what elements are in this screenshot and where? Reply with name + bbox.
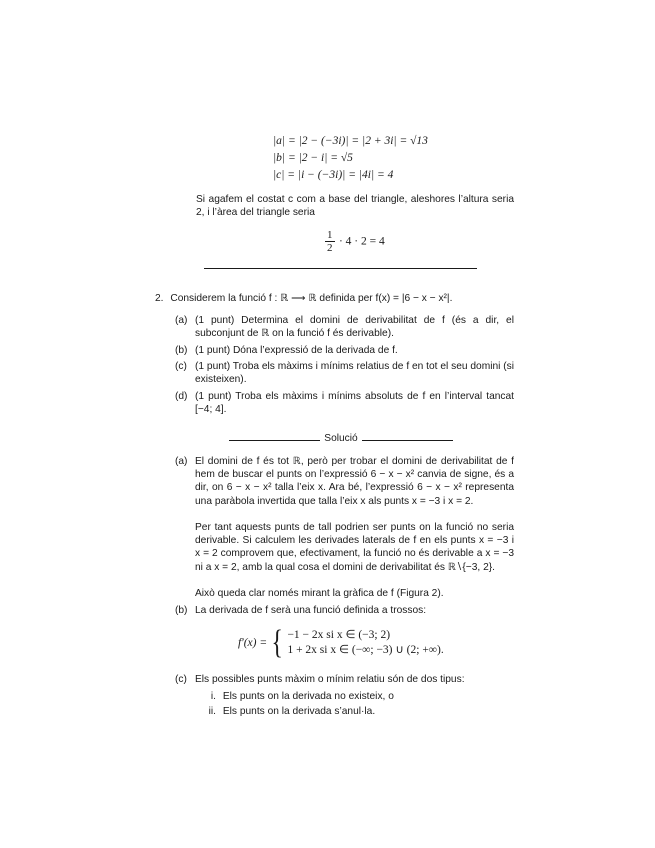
one-half-fraction — [325, 229, 335, 254]
section-divider — [204, 268, 477, 269]
area-paragraph: Si agafem el costat c com a base del triangle, aleshores l’altura seria 2, i l’àrea del triangle seria — [196, 194, 514, 219]
equation-a: |a| = |2 − (−3i)| = |2 + 3i| = √13 — [273, 135, 428, 147]
solution-c-text: Els possibles punts màxim o mínim relatiu són de dos tipus: — [195, 674, 465, 685]
equation-c: |c| = |i − (−3i)| = |4i| = 4 — [273, 169, 394, 181]
problem-text: Considerem la funció f : ℝ ⟶ ℝ definida per f(x) = |6 − x − x²|. — [170, 293, 453, 304]
item-text: (1 punt) Dóna l’expressió de la derivada de f. — [195, 345, 398, 356]
solution-title: Solució — [324, 433, 358, 444]
problem-statement — [155, 292, 515, 305]
solution-heading — [229, 432, 453, 445]
derivative-cases — [287, 628, 443, 658]
solution-a-paragraph-2: Per tant aquests punts de tall podrien ser punts on la funció no seria derivable. Si calculem les derivades laterals de f en els punts x = −3 i x = 2 comprovem que, efectivament, la funció no és derivable a x = −3 ni a x = 2, amb la qual cosa el domini de derivabilitat és ℝ∖{−3, 2}. — [195, 522, 514, 573]
solution-b-text: La derivada de f serà una funció definida a trossos: — [195, 605, 427, 616]
heading-rule-right — [362, 440, 453, 441]
item-label: (c) — [175, 361, 187, 372]
part-label: (a) — [175, 456, 188, 467]
solution-c-subitem-i — [202, 690, 502, 703]
subitem-text: Els punts on la derivada s’anul·la. — [222, 706, 376, 717]
derivative-piecewise — [238, 624, 444, 661]
subitem-text: Els punts on la derivada no existeix, o — [222, 691, 394, 702]
derivative-case-1: −1 − 2x si x ∈ (−3; 2) — [287, 629, 391, 641]
item-text: (1 punt) Troba els màxims i mínims absoluts de f en l’interval tancat [−4; 4]. — [195, 391, 514, 416]
area-formula-rest: · 4 · 2 = 4 — [338, 235, 385, 248]
subitem-label: i. — [210, 691, 216, 702]
solution-c-subitem-ii — [202, 705, 502, 718]
subitem-label: ii. — [208, 706, 216, 717]
derivative-case-2: 1 + 2x si x ∈ (−∞; −3) ∪ (2; +∞). — [287, 644, 444, 656]
item-label: (d) — [175, 391, 188, 402]
solution-a-paragraph-1: El domini de f és tot ℝ, però per trobar el domini de derivabilitat de f hem de buscar el punts on l’expressió 6 − x − x² canvia de signe, és a dir, on 6 − x − x² talla l’eix x. Ara bé, l’expressió 6 − x − x² representa una paràbola invertida que talla l’eix x als punts x = −3 i x = 2. — [195, 456, 514, 507]
fraction-numerator: 1 — [327, 229, 333, 241]
part-label: (b) — [175, 605, 188, 616]
derivative-lhs: f′(x) = — [238, 637, 268, 649]
item-text: (1 punt) Determina el domini de derivabilitat de f (és a dir, el subconjunt de ℝ on la funció f és derivable). — [195, 315, 514, 340]
left-brace: { — [271, 624, 283, 661]
item-text: (1 punt) Troba els màxims i mínims relatius de f en tot el seu domini (si existeixen). — [195, 361, 514, 386]
item-label: (b) — [175, 345, 188, 356]
heading-rule-left — [229, 440, 320, 441]
solution-a-paragraph-3: Això queda clar només mirant la gràfica de f (Figura 2). — [195, 588, 444, 599]
problem-number: 2. — [155, 293, 164, 304]
equation-b: |b| = |2 − i| = √5 — [273, 152, 353, 164]
item-label: (a) — [175, 315, 188, 326]
fraction-denominator: 2 — [327, 242, 333, 254]
area-formula — [325, 229, 385, 254]
part-label: (c) — [175, 674, 187, 685]
modulus-equations — [273, 133, 428, 184]
